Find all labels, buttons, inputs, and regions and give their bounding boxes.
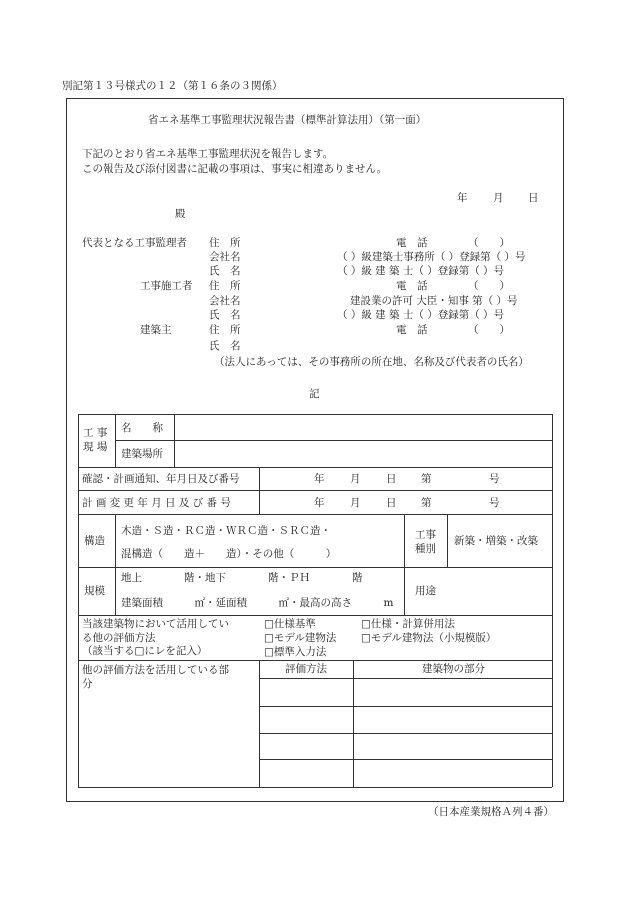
- form-title: 省エネ基準工事監理状況報告書（標準計算法用）（第一面）: [148, 114, 427, 126]
- site-location-label: 建築場所: [121, 448, 163, 460]
- date-day: 日: [528, 192, 539, 204]
- structure-options-2: 混構造（ 造＋ 造）・その他（ ）: [121, 548, 337, 560]
- col-building-part: 建築物の部分: [422, 663, 485, 675]
- intro-line-2: この報告及び添付図書に記載の事項は、事実に相違ありません。: [82, 163, 388, 175]
- date-month: 月: [493, 192, 504, 204]
- date-year: 年: [457, 192, 468, 204]
- rep-office-registration: （ ）級建築士事務所（ ）登録第（ ）号: [337, 251, 526, 263]
- owner-name-label: 氏 名: [209, 340, 241, 352]
- plan-change-label: 計 画 変 更 年 月 日 及 び 番 号: [82, 497, 231, 509]
- floors-line: 地上 階・地下 階・ＰＨ 階: [121, 572, 363, 584]
- site-name-label: 名 称: [121, 422, 163, 434]
- parts-label: 他の評価方法を活用している部 分: [82, 664, 229, 690]
- site-label: 工 事 現 場: [83, 427, 108, 453]
- checkbox-model-building[interactable]: □モデル建物法: [264, 632, 337, 644]
- ki-heading: 記: [309, 388, 320, 400]
- paper-size-note: （日本産業規格Ａ列４番）: [428, 806, 554, 818]
- confirm-day: 日: [386, 473, 397, 485]
- confirm-month: 月: [350, 473, 361, 485]
- rep-company-label: 会社名: [209, 251, 241, 263]
- work-type-options: 新築・増築・改築: [454, 535, 538, 547]
- contractor-label: 工事施工者: [140, 280, 193, 292]
- contractor-name-label: 氏 名: [209, 309, 241, 321]
- structure-options-1: 木造・Ｓ造・ＲＣ造・ＷＲＣ造・ＳＲＣ造・: [121, 525, 331, 537]
- area-line: 建築面積 ㎡・延面積 ㎡・最高の高さ m: [121, 597, 394, 609]
- confirm-dai: 第: [421, 473, 432, 485]
- scale-label: 規模: [84, 585, 105, 597]
- contractor-company-label: 会社名: [209, 295, 241, 307]
- contractor-phone-label: 電 話: [396, 280, 428, 292]
- owner-label: 建築主: [140, 324, 172, 336]
- checkbox-spec-standard[interactable]: □仕様基準: [264, 618, 316, 630]
- contractor-phone-area: （ ）: [468, 280, 510, 292]
- change-dai: 第: [421, 497, 432, 509]
- change-day: 日: [386, 497, 397, 509]
- use-label: 用途: [415, 585, 436, 597]
- form-number-label: 別記第１３号様式の１２（第１６条の３関係）: [62, 80, 283, 92]
- owner-phone-area: （ ）: [468, 324, 510, 336]
- other-methods-label: 当該建築物において活用してい る他の評価方法 （該当する□にレを記入）: [82, 618, 229, 657]
- contractor-architect-registration: （ ）級 建 築 士（ ）登録第（ ）号: [337, 309, 505, 321]
- confirm-year: 年: [314, 473, 325, 485]
- rep-phone-area: （ ）: [468, 237, 510, 249]
- rep-name-label: 氏 名: [209, 265, 241, 277]
- checkbox-spec-calc[interactable]: □仕様・計算併用法: [361, 618, 455, 630]
- contractor-address-label: 住 所: [209, 280, 241, 292]
- contractor-permit: 建設業の許可 大臣・知事 第（ ）号: [350, 295, 518, 307]
- owner-phone-label: 電 話: [396, 324, 428, 336]
- structure-label: 構造: [84, 535, 105, 547]
- addressee: 殿: [175, 208, 186, 220]
- change-go: 号: [489, 497, 500, 509]
- checkbox-standard-input[interactable]: □標準入力法: [264, 646, 327, 658]
- rep-architect-registration: （ ）級 建 築 士（ ）登録第（ ）号: [337, 265, 505, 277]
- col-evaluation-method: 評価方法: [285, 663, 327, 675]
- owner-address-label: 住 所: [209, 324, 241, 336]
- rep-supervisor-label: 代表となる工事監理者: [82, 237, 187, 249]
- corporation-note: （法人にあっては、その事務所の所在地、名称及び代表者の氏名）: [214, 356, 529, 368]
- change-year: 年: [314, 497, 325, 509]
- rep-address-label: 住 所: [209, 237, 241, 249]
- checkbox-model-building-small[interactable]: □モデル建物法（小規模版）: [361, 632, 497, 644]
- rep-phone-label: 電 話: [396, 237, 428, 249]
- work-type-label: 工事 種別: [415, 529, 436, 555]
- intro-line-1: 下記のとおり省エネ基準工事監理状況を報告します。: [82, 148, 334, 160]
- confirm-go: 号: [489, 473, 500, 485]
- change-month: 月: [350, 497, 361, 509]
- confirmation-label: 確認・計画通知、年月日及び番号: [82, 473, 240, 485]
